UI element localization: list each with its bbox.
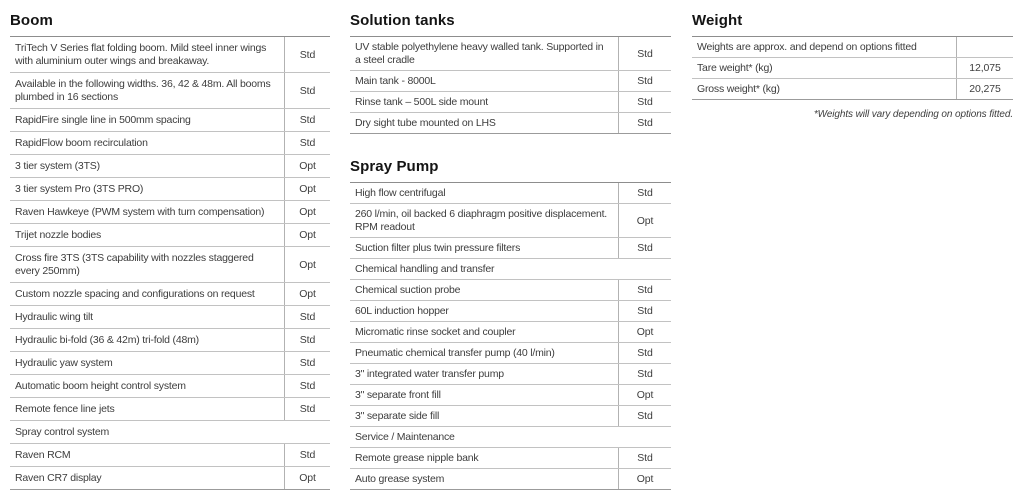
spec-row — [10, 201, 330, 224]
spec-value: Std — [284, 375, 330, 397]
spec-label: 3" separate front fill — [355, 389, 441, 401]
spec-label: Main tank - 8000L — [355, 75, 436, 87]
spec-value: Std — [618, 364, 671, 384]
spec-row — [10, 37, 330, 73]
spec-row — [10, 224, 330, 247]
spec-label: Gross weight* (kg) — [697, 83, 780, 95]
spec-label: Weights are approx. and depend on options fitted — [697, 41, 917, 53]
spec-row — [350, 238, 671, 259]
spec-value: Std — [284, 306, 330, 328]
spec-label: Custom nozzle spacing and configurations on request — [15, 288, 255, 300]
solution-tanks-section-title: Solution tanks — [350, 12, 455, 29]
spec-label: Pneumatic chemical transfer pump (40 l/min) — [355, 347, 555, 359]
spec-label: Hydraulic yaw system — [15, 357, 113, 369]
spec-row — [350, 37, 671, 71]
spec-value: Opt — [284, 178, 330, 200]
spec-label: 3 tier system Pro (3TS PRO) — [15, 183, 144, 195]
spec-row — [350, 364, 671, 385]
spec-label: Chemical suction probe — [355, 284, 461, 296]
spec-label: Available in the following widths. 36, 42 & 48m. All booms plumbed in 16 sections — [15, 78, 271, 103]
spec-value: Std — [618, 406, 671, 426]
spec-row — [10, 421, 330, 444]
spec-label: 3" integrated water transfer pump — [355, 368, 504, 380]
boom-column — [10, 12, 330, 490]
spec-row — [10, 375, 330, 398]
solution-tanks-table — [350, 36, 671, 134]
spec-label: Hydraulic bi-fold (36 & 42m) tri-fold (48m) — [15, 334, 199, 346]
spec-value: Opt — [618, 322, 671, 342]
middle-column — [350, 12, 671, 490]
spec-value: Opt — [284, 247, 330, 282]
spec-value: Std — [618, 113, 671, 133]
spec-row — [10, 178, 330, 201]
spec-row — [350, 343, 671, 364]
spec-value: Std — [618, 238, 671, 258]
spec-value: Std — [284, 37, 330, 72]
weight-column — [692, 12, 1013, 120]
spec-value: Std — [618, 448, 671, 468]
spec-value: Std — [618, 280, 671, 300]
spec-row — [10, 155, 330, 178]
spec-value: Std — [284, 73, 330, 108]
spec-value: Std — [284, 444, 330, 466]
spec-row — [350, 113, 671, 134]
spec-label: High flow centrifugal — [355, 187, 446, 199]
spec-label: Trijet nozzle bodies — [15, 229, 102, 241]
spec-row — [692, 37, 1013, 58]
spec-label: Remote grease nipple bank — [355, 452, 479, 464]
spec-value — [956, 37, 1013, 57]
spec-row — [10, 306, 330, 329]
spec-value: Opt — [618, 385, 671, 405]
spec-row — [350, 71, 671, 92]
spec-row — [350, 385, 671, 406]
spec-label: Micromatic rinse socket and coupler — [355, 326, 516, 338]
spec-row — [350, 280, 671, 301]
spec-label: Hydraulic wing tilt — [15, 311, 93, 323]
spec-row — [350, 259, 671, 280]
spec-label: RapidFlow boom recirculation — [15, 137, 148, 149]
spec-value: Opt — [284, 201, 330, 223]
spec-value: Std — [284, 109, 330, 131]
spray-pump-section-title: Spray Pump — [350, 158, 439, 175]
spec-value: 12,075 — [956, 58, 1013, 78]
spec-row — [350, 406, 671, 427]
spec-value — [619, 427, 671, 447]
spec-row — [10, 73, 330, 109]
spec-label: 3" separate side fill — [355, 410, 440, 422]
boom-section-title: Boom — [10, 12, 53, 29]
spec-label: Suction filter plus twin pressure filters — [355, 242, 521, 254]
spec-label: 260 l/min, oil backed 6 diaphragm positive displacement. RPM readout — [355, 208, 608, 233]
spec-row — [10, 247, 330, 283]
spec-value — [619, 259, 671, 279]
spec-row — [10, 329, 330, 352]
spec-value: 20,275 — [956, 79, 1013, 99]
spec-row — [350, 183, 671, 204]
spec-value: Std — [284, 352, 330, 374]
spray-pump-table — [350, 182, 671, 490]
spec-label: Dry sight tube mounted on LHS — [355, 117, 496, 129]
spec-label: Raven Hawkeye (PWM system with turn compensation) — [15, 206, 265, 218]
spec-value: Std — [618, 71, 671, 91]
spec-row — [10, 352, 330, 375]
spec-value: Std — [618, 92, 671, 112]
spec-value: Std — [618, 343, 671, 363]
spec-label: Chemical handling and transfer — [355, 263, 495, 275]
spec-value: Std — [284, 398, 330, 420]
spec-label: Cross fire 3TS (3TS capability with nozzles staggered every 250mm) — [15, 252, 254, 277]
spec-label: 60L induction hopper — [355, 305, 449, 317]
spec-label: Auto grease system — [355, 473, 445, 485]
spec-value: Std — [618, 37, 671, 70]
spec-label: RapidFire single line in 500mm spacing — [15, 114, 191, 126]
spec-value: Std — [284, 132, 330, 154]
spec-value: Opt — [284, 224, 330, 246]
weight-footnote: *Weights will vary depending on options fitted. — [813, 109, 1013, 120]
spec-row — [350, 301, 671, 322]
spec-label: UV stable polyethylene heavy walled tank. Supported in a steel cradle — [355, 41, 604, 66]
spec-row — [10, 467, 330, 490]
spec-value: Opt — [618, 469, 671, 489]
spec-row — [350, 204, 671, 238]
spec-label: Rinse tank – 500L side mount — [355, 96, 488, 108]
spec-label: 3 tier system (3TS) — [15, 160, 100, 172]
spec-value: Opt — [284, 283, 330, 305]
spec-value: Opt — [284, 467, 330, 489]
spec-row — [350, 427, 671, 448]
spec-value: Opt — [284, 155, 330, 177]
spec-row — [692, 79, 1013, 100]
spec-label: TriTech V Series flat folding boom. Mild steel inner wings with aluminium outer wings and breakaway. — [15, 42, 267, 67]
spec-label: Service / Maintenance — [355, 431, 455, 443]
spec-label: Raven CR7 display — [15, 472, 102, 484]
spec-value: Opt — [618, 204, 671, 237]
spec-row — [10, 283, 330, 306]
spec-value: Std — [618, 301, 671, 321]
weight-table — [692, 36, 1013, 100]
spec-row — [10, 109, 330, 132]
spec-label: Tare weight* (kg) — [697, 62, 773, 74]
spec-label: Raven RCM — [15, 449, 71, 461]
spec-row — [350, 448, 671, 469]
spec-row — [350, 322, 671, 343]
spec-row — [10, 132, 330, 155]
spec-value: Std — [618, 183, 671, 203]
spec-label: Automatic boom height control system — [15, 380, 186, 392]
weight-section-title: Weight — [692, 12, 743, 29]
boom-table — [10, 36, 330, 490]
spec-label: Remote fence line jets — [15, 403, 115, 415]
spec-value: Std — [284, 329, 330, 351]
spec-row — [10, 398, 330, 421]
spec-row — [350, 469, 671, 490]
spec-value — [285, 421, 330, 443]
spec-row — [350, 92, 671, 113]
spec-row — [10, 444, 330, 467]
spec-row — [692, 58, 1013, 79]
spec-label: Spray control system — [15, 426, 110, 438]
